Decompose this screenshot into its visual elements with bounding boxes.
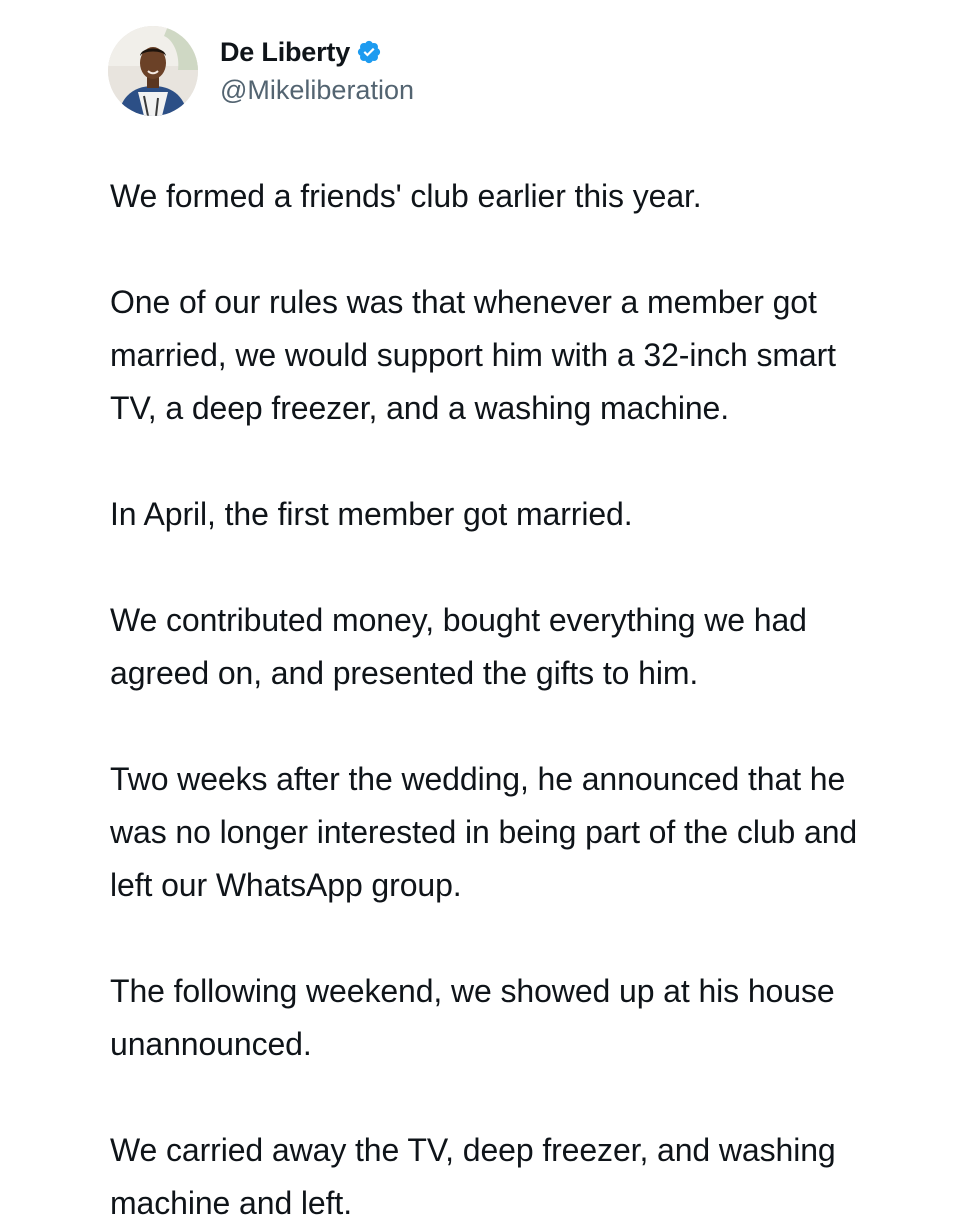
profile-photo-avatar-icon — [108, 26, 198, 116]
tweet-header — [108, 26, 414, 116]
tweet-paragraph: We carried away the TV, deep freezer, and washing machine and left. — [110, 1132, 836, 1221]
user-identity — [220, 34, 414, 108]
tweet-paragraph: We contributed money, bought everything we had agreed on, and presented the gifts to him. — [110, 602, 807, 691]
tweet-paragraph: One of our rules was that whenever a member got married, we would support him with a 32-inch smart TV, a deep freezer, and a washing machine. — [110, 284, 836, 426]
tweet-text — [110, 170, 870, 1230]
tweet-paragraph: Two weeks after the wedding, he announced that he was no longer interested in being part of the club and left our WhatsApp group. — [110, 761, 858, 903]
display-name[interactable]: De Liberty — [220, 37, 351, 67]
tweet-paragraph: The following weekend, we showed up at his house unannounced. — [110, 973, 835, 1062]
verified-badge-icon — [356, 39, 382, 65]
tweet-paragraph: In April, the first member got married. — [110, 496, 633, 532]
avatar[interactable] — [108, 26, 198, 116]
name-row — [220, 34, 414, 70]
tweet-paragraph: We formed a friends' club earlier this year. — [110, 178, 702, 214]
user-handle[interactable]: @Mikeliberation — [220, 75, 414, 105]
